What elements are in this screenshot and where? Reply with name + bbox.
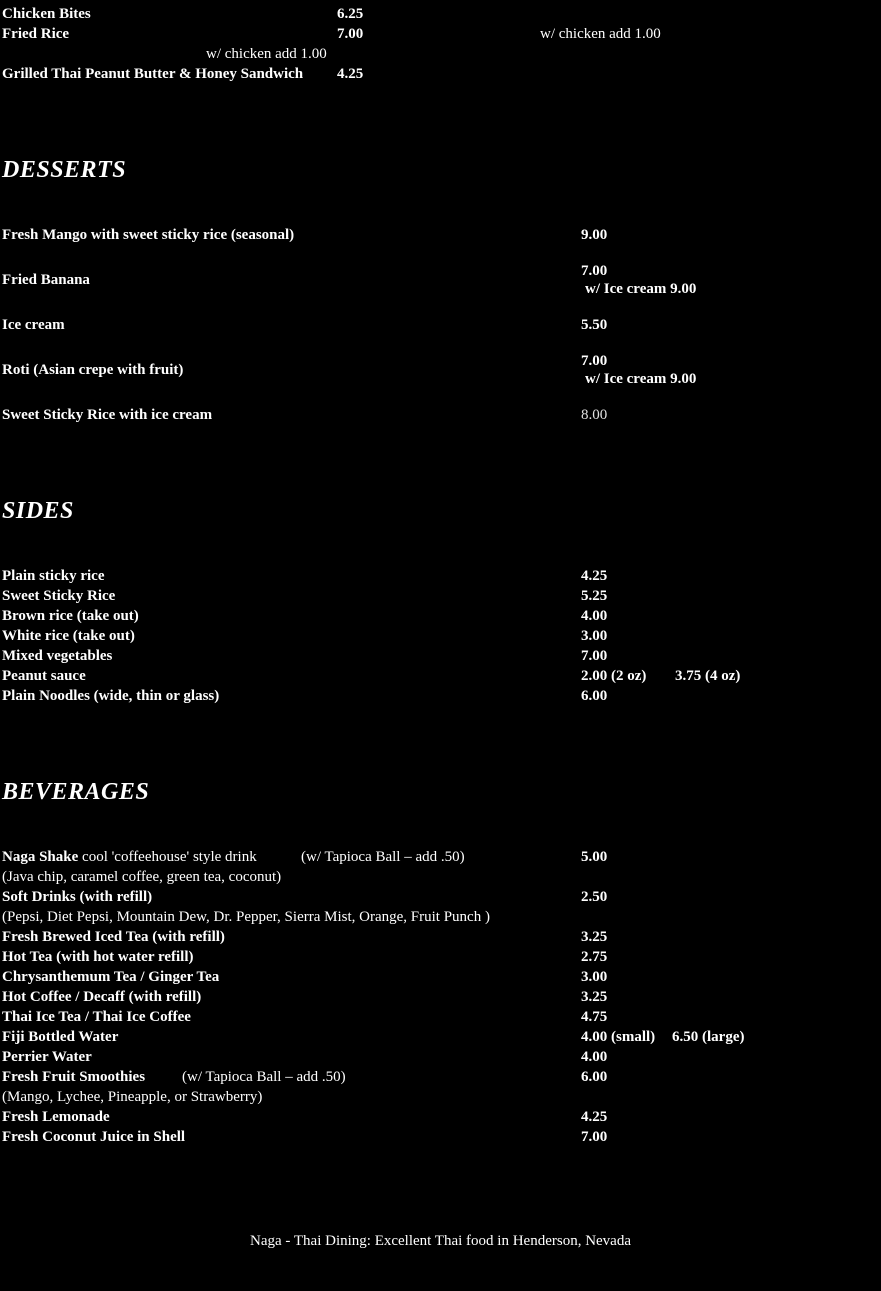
beverage-row	[2, 1107, 872, 1127]
side-price-alt: 3.75 (4 oz)	[675, 668, 741, 684]
dessert-price: 7.00	[581, 263, 608, 279]
side-price: 4.00	[581, 608, 608, 624]
side-row	[2, 626, 872, 646]
side-row	[2, 586, 872, 606]
item-fried-rice-note: w/ chicken add 1.00	[206, 46, 327, 62]
dessert-price: 8.00	[581, 407, 608, 423]
beverage-price: 4.75	[581, 1009, 608, 1025]
side-row	[2, 606, 872, 626]
beverage-name: Perrier Water	[2, 1049, 92, 1065]
side-name: Plain sticky rice	[2, 568, 105, 584]
beverage-name: Fresh Fruit Smoothies	[2, 1069, 146, 1085]
dessert-price-extra: w/ Ice cream 9.00	[585, 281, 697, 297]
side-row	[2, 566, 872, 586]
beverage-price: 6.00	[581, 1069, 608, 1085]
dessert-name: Sweet Sticky Rice with ice cream	[2, 407, 213, 423]
beverage-row	[2, 1067, 872, 1087]
dessert-name: Ice cream	[2, 317, 65, 333]
beverage-row	[2, 967, 872, 987]
beverage-row	[2, 847, 872, 867]
beverage-name: Hot Tea (with hot water refill)	[2, 949, 194, 965]
dessert-name: Roti (Asian crepe with fruit)	[2, 362, 184, 378]
beverage-price: 4.25	[581, 1109, 608, 1125]
beverage-name: Fresh Lemonade	[2, 1109, 110, 1125]
beverages-heading: BEVERAGES	[2, 779, 150, 805]
naga-shake-name: Naga Shake	[2, 849, 79, 865]
beverage-row	[2, 1047, 872, 1067]
dessert-price: 9.00	[581, 227, 608, 243]
beverage-row	[2, 1027, 872, 1047]
side-row	[2, 646, 872, 666]
dessert-name: Fresh Mango with sweet sticky rice (seasonal)	[2, 227, 295, 243]
beverage-price: 2.75	[581, 949, 608, 965]
beverage-price-alt: 6.50 (large)	[672, 1029, 745, 1045]
item-chicken-bites-price: 6.25	[337, 6, 364, 22]
right-column-note: w/ chicken add 1.00	[540, 26, 661, 42]
side-name: Brown rice (take out)	[2, 608, 139, 624]
dessert-price: 5.50	[581, 317, 608, 333]
side-name: Peanut sauce	[2, 668, 86, 684]
beverage-price: 7.00	[581, 1129, 608, 1145]
side-row	[2, 666, 872, 686]
naga-shake-desc: cool 'coffeehouse' style drink	[82, 849, 257, 865]
side-price: 4.25	[581, 568, 608, 584]
side-row	[2, 686, 872, 706]
item-grilled-sandwich-name: Grilled Thai Peanut Butter & Honey Sandwich	[2, 66, 304, 82]
beverage-name: Soft Drinks (with refill)	[2, 889, 153, 905]
dessert-row	[2, 315, 872, 335]
beverage-name: Thai Ice Tea / Thai Ice Coffee	[2, 1009, 191, 1025]
beverage-row	[2, 887, 872, 907]
beverage-price: 3.25	[581, 989, 608, 1005]
item-chicken-bites-name: Chicken Bites	[2, 6, 91, 22]
beverage-name: Hot Coffee / Decaff (with refill)	[2, 989, 202, 1005]
side-name: Mixed vegetables	[2, 648, 113, 664]
dessert-row	[2, 270, 872, 290]
beverage-name: Chrysanthemum Tea / Ginger Tea	[2, 969, 220, 985]
side-price: 2.00 (2 oz)	[581, 668, 647, 684]
dessert-row	[2, 405, 872, 425]
beverage-row	[2, 947, 872, 967]
beverage-name: Fiji Bottled Water	[2, 1029, 119, 1045]
beverage-name: Fresh Brewed Iced Tea (with refill)	[2, 929, 225, 945]
dessert-row	[2, 225, 872, 245]
naga-shake-addon: (w/ Tapioca Ball – add .50)	[301, 849, 465, 865]
dessert-price: 7.00	[581, 353, 608, 369]
footer-text: Naga - Thai Dining: Excellent Thai food in Henderson, Nevada	[250, 1233, 631, 1249]
dessert-name: Fried Banana	[2, 272, 90, 288]
desserts-heading: DESSERTS	[2, 157, 127, 183]
beverage-price: 3.25	[581, 929, 608, 945]
side-price: 5.25	[581, 588, 608, 604]
beverage-price: 4.00 (small)	[581, 1029, 656, 1045]
beverage-price: 2.50	[581, 889, 608, 905]
smoothies-addon: (w/ Tapioca Ball – add .50)	[182, 1069, 346, 1085]
item-fried-rice-price: 7.00	[337, 26, 364, 42]
beverage-name: Fresh Coconut Juice in Shell	[2, 1129, 186, 1145]
dessert-price-extra: w/ Ice cream 9.00	[585, 371, 697, 387]
side-price: 6.00	[581, 688, 608, 704]
item-grilled-sandwich-price: 4.25	[337, 66, 364, 82]
side-name: Sweet Sticky Rice	[2, 588, 116, 604]
smoothies-flavors: (Mango, Lychee, Pineapple, or Strawberry)	[2, 1089, 263, 1105]
beverage-row	[2, 1127, 872, 1147]
beverage-price: 5.00	[581, 849, 608, 865]
sides-heading: SIDES	[2, 498, 74, 524]
item-fried-rice-name: Fried Rice	[2, 26, 70, 42]
beverage-price: 3.00	[581, 969, 608, 985]
beverage-price: 4.00	[581, 1049, 608, 1065]
side-price: 7.00	[581, 648, 608, 664]
side-name: White rice (take out)	[2, 628, 135, 644]
beverage-row	[2, 987, 872, 1007]
dessert-row	[2, 360, 872, 380]
beverage-name	[2, 847, 257, 867]
soft-drinks-list: (Pepsi, Diet Pepsi, Mountain Dew, Dr. Pepper, Sierra Mist, Orange, Fruit Punch )	[2, 909, 490, 925]
beverage-row	[2, 1007, 872, 1027]
beverage-row	[2, 927, 872, 947]
side-name: Plain Noodles (wide, thin or glass)	[2, 688, 220, 704]
side-price: 3.00	[581, 628, 608, 644]
naga-shake-flavors: (Java chip, caramel coffee, green tea, coconut)	[2, 869, 282, 885]
